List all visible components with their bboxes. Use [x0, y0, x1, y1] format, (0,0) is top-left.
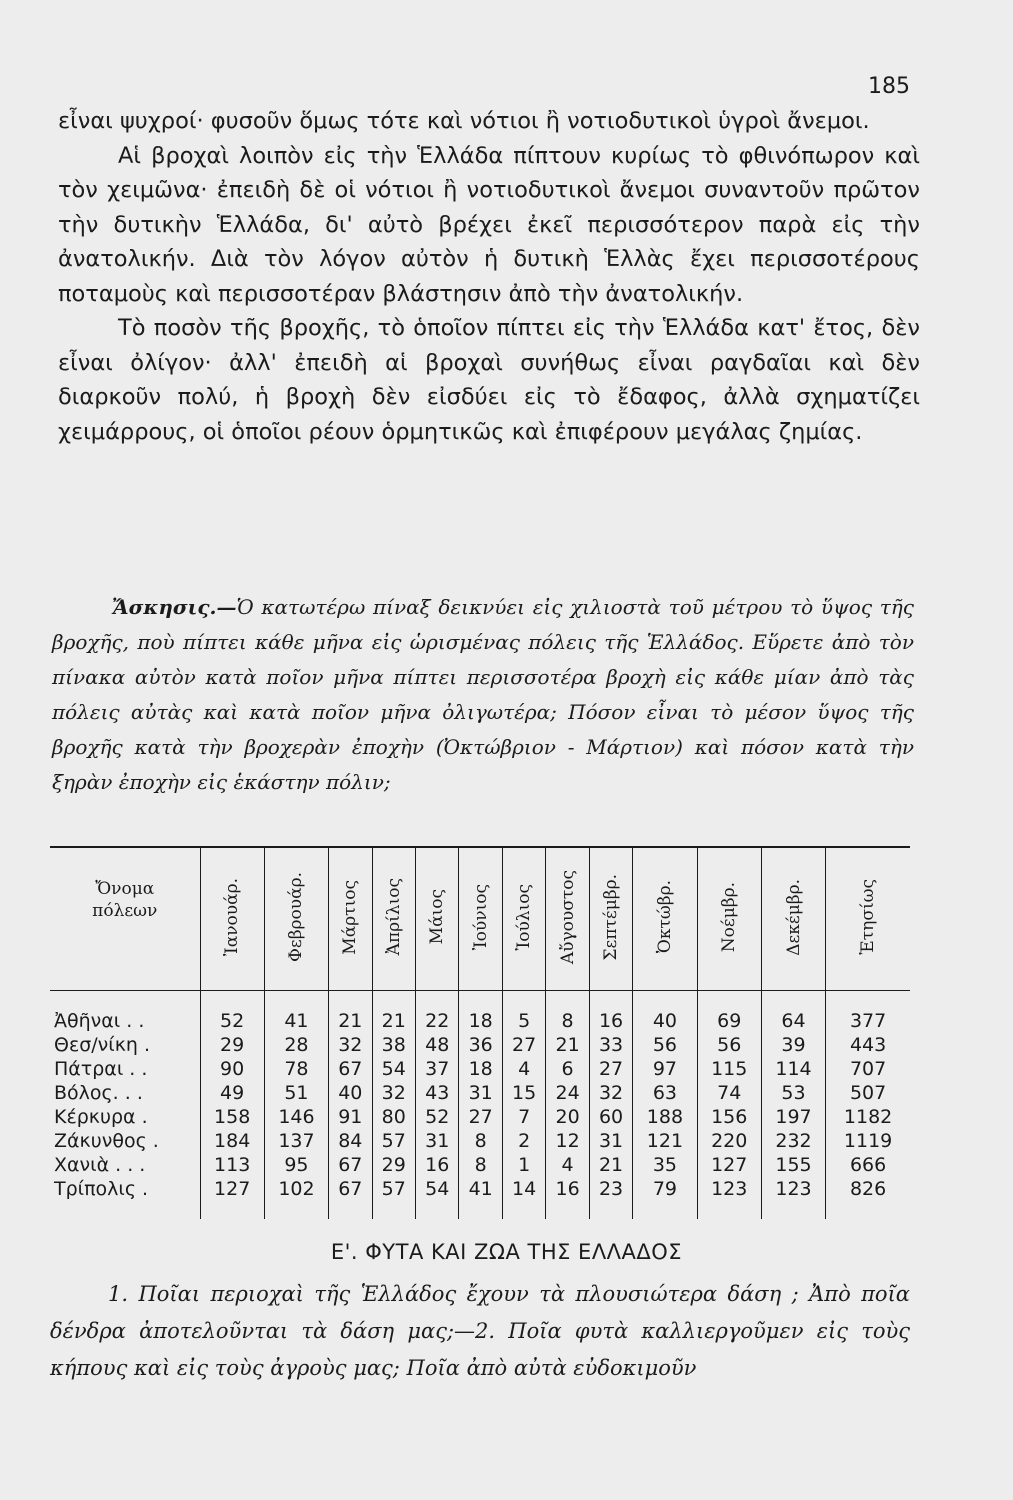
rainfall-value: 27	[459, 1105, 502, 1129]
rainfall-value: 33	[589, 1033, 632, 1057]
rainfall-value: 32	[329, 1033, 372, 1057]
rainfall-value: 54	[372, 1057, 415, 1081]
rainfall-value: 1182	[826, 1105, 910, 1129]
rainfall-value: 67	[329, 1177, 372, 1219]
city-name: Πάτραι . .	[54, 1058, 148, 1080]
rainfall-value: 91	[329, 1105, 372, 1129]
city-name: Χανιὰ . . .	[54, 1154, 146, 1176]
rainfall-value: 114	[761, 1057, 825, 1081]
rainfall-value: 64	[761, 991, 825, 1034]
rainfall-value: 707	[826, 1057, 910, 1081]
exercise-label: Ἄσκησις.—	[112, 595, 237, 619]
rainfall-value: 12	[546, 1129, 589, 1153]
table-row	[50, 1033, 910, 1057]
rainfall-value: 54	[416, 1177, 459, 1219]
rainfall-value: 31	[416, 1129, 459, 1153]
rainfall-value: 43	[416, 1081, 459, 1105]
rainfall-value: 74	[697, 1081, 761, 1105]
rainfall-value: 27	[589, 1057, 632, 1081]
rainfall-value: 69	[697, 991, 761, 1034]
rainfall-value: 14	[502, 1177, 545, 1219]
rainfall-value: 63	[633, 1081, 697, 1105]
rainfall-value: 123	[697, 1177, 761, 1219]
rainfall-value: 7	[502, 1105, 545, 1129]
month-header: Ἰούλιος	[502, 847, 545, 991]
section-heading: Ε'. ΦΥΤΑ ΚΑΙ ΖΩΑ ΤΗΣ ΕΛΛΑΔΟΣ	[330, 1240, 683, 1264]
rainfall-value: 146	[264, 1105, 328, 1129]
rainfall-value: 102	[264, 1177, 328, 1219]
table-row	[50, 1081, 910, 1105]
table-row	[50, 991, 910, 1034]
rainfall-value: 21	[546, 1033, 589, 1057]
rainfall-value: 56	[697, 1033, 761, 1057]
rainfall-value: 8	[459, 1153, 502, 1177]
city-name: Τρίπολις .	[54, 1178, 149, 1200]
page-number: 185	[868, 74, 910, 99]
rainfall-value: 8	[459, 1129, 502, 1153]
rainfall-value: 232	[761, 1129, 825, 1153]
rainfall-value: 16	[416, 1153, 459, 1177]
city-name: Ἀθῆναι . .	[54, 1010, 145, 1032]
table-row	[50, 1057, 910, 1081]
month-header: Αὔγουστος	[546, 847, 589, 991]
table-body	[50, 991, 910, 1220]
rainfall-value: 39	[761, 1033, 825, 1057]
city-name: Θεσ/νίκη .	[54, 1034, 151, 1056]
rainfall-value: 155	[761, 1153, 825, 1177]
rainfall-value: 4	[546, 1153, 589, 1177]
body-text	[58, 104, 920, 449]
city-name: Βόλος. . .	[54, 1082, 143, 1104]
rainfall-value: 20	[546, 1105, 589, 1129]
rainfall-value: 220	[697, 1129, 761, 1153]
city-name: Ζάκυνθος .	[54, 1130, 159, 1152]
rainfall-value: 377	[826, 991, 910, 1034]
rainfall-value: 6	[546, 1057, 589, 1081]
rainfall-value: 21	[589, 1153, 632, 1177]
rainfall-table-wrap	[50, 846, 910, 1219]
rainfall-value: 15	[502, 1081, 545, 1105]
rainfall-value: 52	[416, 1105, 459, 1129]
paragraph: εἶναι ψυχροί· φυσοῦν ὅμως τότε καὶ νότιοι ἢ νοτιοδυτικοὶ ὑγροὶ ἄνεμοι.	[58, 108, 870, 134]
rainfall-value: 127	[200, 1177, 264, 1219]
month-header: Ἐτησίως	[826, 847, 910, 991]
rainfall-value: 60	[589, 1105, 632, 1129]
month-header: Μάιος	[416, 847, 459, 991]
rainfall-value: 121	[633, 1129, 697, 1153]
rainfall-value: 507	[826, 1081, 910, 1105]
month-header: Νοέμβρ.	[697, 847, 761, 991]
rainfall-value: 127	[697, 1153, 761, 1177]
rainfall-value: 52	[200, 991, 264, 1034]
rainfall-value: 49	[200, 1081, 264, 1105]
rainfall-value: 4	[502, 1057, 545, 1081]
rainfall-value: 41	[459, 1177, 502, 1219]
rainfall-value: 115	[697, 1057, 761, 1081]
rainfall-value: 37	[416, 1057, 459, 1081]
rainfall-value: 90	[200, 1057, 264, 1081]
rainfall-value: 22	[416, 991, 459, 1034]
month-header: Δεκέμβρ.	[761, 847, 825, 991]
rainfall-value: 80	[372, 1105, 415, 1129]
rainfall-value: 40	[633, 991, 697, 1034]
rainfall-value: 57	[372, 1129, 415, 1153]
rainfall-value: 1	[502, 1153, 545, 1177]
rainfall-value: 16	[589, 991, 632, 1034]
rainfall-value: 78	[264, 1057, 328, 1081]
month-header: Φεβρουάρ.	[264, 847, 328, 991]
exercise	[52, 590, 914, 800]
table-row	[50, 1105, 910, 1129]
rainfall-value: 35	[633, 1153, 697, 1177]
rainfall-value: 67	[329, 1057, 372, 1081]
rainfall-value: 2	[502, 1129, 545, 1153]
rainfall-value: 137	[264, 1129, 328, 1153]
rainfall-value: 41	[264, 991, 328, 1034]
month-header: Ἀπρίλιος	[372, 847, 415, 991]
rainfall-value: 123	[761, 1177, 825, 1219]
rainfall-value: 18	[459, 1057, 502, 1081]
rainfall-value: 53	[761, 1081, 825, 1105]
rainfall-value: 97	[633, 1057, 697, 1081]
month-header: Ἰανουάρ.	[200, 847, 264, 991]
rainfall-value: 29	[372, 1153, 415, 1177]
rainfall-value: 443	[826, 1033, 910, 1057]
rainfall-value: 32	[372, 1081, 415, 1105]
rainfall-value: 16	[546, 1177, 589, 1219]
rainfall-value: 27	[502, 1033, 545, 1057]
rainfall-table	[50, 846, 910, 1219]
rainfall-value: 18	[459, 991, 502, 1034]
rainfall-value: 56	[633, 1033, 697, 1057]
rainfall-value: 156	[697, 1105, 761, 1129]
paragraph: Τὸ ποσὸν τῆς βροχῆς, τὸ ὁποῖον πίπτει εἰς τὴν Ἑλλάδα κατ' ἔτος, δὲν εἶναι ὀλίγον· ἀλλ' ἐπειδὴ αἱ βροχαὶ συνήθως εἶναι ραγδαῖαι καὶ δὲν διαρκοῦν πολύ, ἡ βροχὴ δὲν εἰσδύει εἰς τὸ ἔδαφος, ἀλλὰ σχηματίζει χειμάρρους, οἱ ὁποῖοι ρέουν ὁρμητικῶς καὶ ἐπιφέρουν μεγάλας ζημίας.	[58, 315, 920, 445]
rainfall-value: 5	[502, 991, 545, 1034]
rainfall-value: 8	[546, 991, 589, 1034]
rainfall-value: 188	[633, 1105, 697, 1129]
rainfall-value: 31	[459, 1081, 502, 1105]
table-row	[50, 1177, 910, 1219]
rainfall-value: 1119	[826, 1129, 910, 1153]
rainfall-value: 84	[329, 1129, 372, 1153]
month-header: Μάρτιος	[329, 847, 372, 991]
rainfall-value: 29	[200, 1033, 264, 1057]
month-header: Ἰούνιος	[459, 847, 502, 991]
month-header: Ὀκτώβρ.	[633, 847, 697, 991]
table-row	[50, 1153, 910, 1177]
rainfall-value: 197	[761, 1105, 825, 1129]
paragraph: Αἱ βροχαὶ λοιπὸν εἰς τὴν Ἑλλάδα πίπτουν κυρίως τὸ φθινόπωρον καὶ τὸν χειμῶνα· ἐπειδὴ δὲ οἱ νότιοι ἢ νοτιοδυτικοὶ ἄνεμοι συναντοῦν πρῶτον τὴν δυτικὴν Ἑλλάδα, δι' αὐτὸ βρέχει ἐκεῖ περισσότερον παρὰ εἰς τὴν ἀνατολικήν. Διὰ τὸν λόγον αὐτὸν ἡ δυτικὴ Ἑλλὰς ἔχει περισσοτέρους ποταμοὺς καὶ περισσοτέραν βλάστησιν ἀπὸ τὴν ἀνατολικήν.	[58, 142, 920, 307]
table-row	[50, 1129, 910, 1153]
table-header-row	[50, 847, 910, 991]
rainfall-value: 184	[200, 1129, 264, 1153]
rainfall-value: 57	[372, 1177, 415, 1219]
rainfall-value: 31	[589, 1129, 632, 1153]
rainfall-value: 113	[200, 1153, 264, 1177]
rainfall-value: 826	[826, 1177, 910, 1219]
rainfall-value: 21	[329, 991, 372, 1034]
rainfall-value: 48	[416, 1033, 459, 1057]
rainfall-value: 51	[264, 1081, 328, 1105]
rainfall-value: 666	[826, 1153, 910, 1177]
rainfall-value: 28	[264, 1033, 328, 1057]
rainfall-value: 158	[200, 1105, 264, 1129]
exercise-text: Ὁ κατωτέρω πίναξ δεικνύει εἰς χιλιοστὰ τοῦ μέτρου τὸ ὕψος τῆς βροχῆς, ποὺ πίπτει κάθε μῆνα εἰς ὡρισμένας πόλεις τῆς Ἑλλάδος. Εὕρετε ἀπὸ τὸν πίνακα αὐτὸν κατὰ ποῖον μῆνα πίπτει περισσοτέρα βροχὴ εἰς κάθε μίαν ἀπὸ τὰς πόλεις αὐτὰς καὶ κατὰ ποῖον μῆνα ὀλιγωτέρα; Πόσον εἶναι τὸ μέσον ὕψος τῆς βροχῆς κατὰ τὴν βροχερὰν ἐποχὴν (Ὀκτώβριον - Μάρτιον) καὶ πόσον κατὰ τὴν ξηρὰν ἐποχὴν εἰς ἑκάστην πόλιν;	[52, 595, 914, 794]
rainfall-value: 67	[329, 1153, 372, 1177]
rainfall-value: 40	[329, 1081, 372, 1105]
month-header: Σεπτέμβρ.	[589, 847, 632, 991]
rainfall-value: 24	[546, 1081, 589, 1105]
rainfall-value: 21	[372, 991, 415, 1034]
rainfall-value: 36	[459, 1033, 502, 1057]
rainfall-value: 32	[589, 1081, 632, 1105]
city-name: Κέρκυρα .	[54, 1106, 148, 1128]
rainfall-value: 95	[264, 1153, 328, 1177]
rainfall-value: 79	[633, 1177, 697, 1219]
city-name-header: Ὄνομα πόλεων	[50, 847, 200, 991]
rainfall-value: 38	[372, 1033, 415, 1057]
rainfall-value: 23	[589, 1177, 632, 1219]
questions: 1. Ποῖαι περιοχαὶ τῆς Ἑλλάδος ἔχουν τὰ πλουσιώτερα δάση ; Ἀπὸ ποῖα δένδρα ἀποτελοῦνται τὰ δάση μας;—2. Ποῖα φυτὰ καλλιεργοῦμεν εἰς τοὺς κήπους καὶ εἰς τοὺς ἀγροὺς μας; Ποῖα ἀπὸ αὐτὰ εὐδοκιμοῦν	[50, 1282, 910, 1380]
